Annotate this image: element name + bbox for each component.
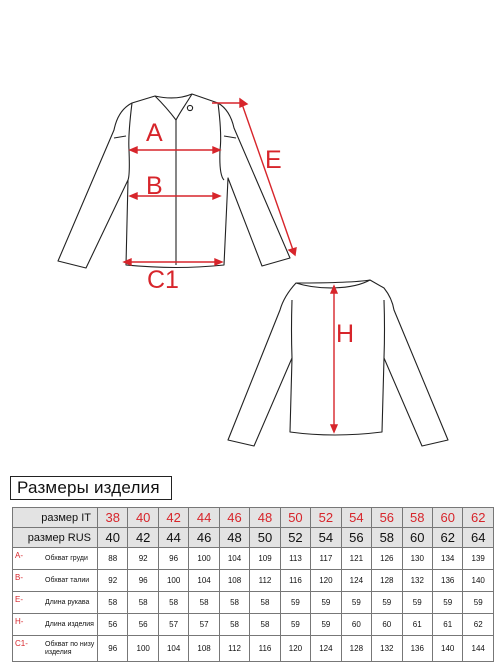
size-rus-label: размер RUS [13,528,98,548]
size-it-cell: 40 [128,508,158,528]
table-cell: 100 [158,570,188,592]
size-rus-cell: 46 [189,528,219,548]
table-cell: 140 [432,636,462,662]
size-rus-cell: 54 [311,528,341,548]
row-name: Длина рукава [45,598,90,606]
size-rus-cell: 50 [250,528,280,548]
table-cell: 59 [311,614,341,636]
table-row-chest [13,548,494,570]
table-cell: 104 [189,570,219,592]
row-code: H- [15,617,24,626]
table-cell: 126 [372,548,402,570]
size-it-label: размер IT [13,508,98,528]
table-cell: 58 [250,592,280,614]
size-it-cell: 60 [432,508,462,528]
table-cell: 120 [280,636,310,662]
size-it-cell: 50 [280,508,310,528]
table-cell: 108 [189,636,219,662]
table-title: Размеры изделия [17,478,160,497]
table-cell: 112 [250,570,280,592]
table-row-sleeve [13,592,494,614]
table-cell: 124 [311,636,341,662]
size-rus-cell: 42 [128,528,158,548]
size-table [12,507,494,662]
table-cell: 58 [219,614,249,636]
table-cell: 128 [372,570,402,592]
table-cell: 62 [463,614,494,636]
table-cell: 124 [341,570,371,592]
table-cell: 57 [189,614,219,636]
back-view-drawing [228,280,448,446]
table-cell: 144 [463,636,494,662]
size-it-cell: 58 [402,508,432,528]
measure-label-b: B [146,172,163,200]
size-rus-cell: 64 [463,528,494,548]
measure-label-c1: C1 [147,266,179,294]
table-cell: 100 [189,548,219,570]
size-rus-cell: 60 [402,528,432,548]
table-cell: 59 [280,614,310,636]
table-cell: 58 [250,614,280,636]
table-cell: 132 [372,636,402,662]
table-cell: 61 [402,614,432,636]
row-name: Длина изделия [45,620,94,628]
row-label [13,548,98,570]
size-it-cell: 48 [250,508,280,528]
table-cell: 121 [341,548,371,570]
size-it-cell: 44 [189,508,219,528]
table-cell: 132 [402,570,432,592]
table-cell: 59 [432,592,462,614]
table-cell: 116 [280,570,310,592]
table-cell: 60 [341,614,371,636]
measure-line-b [130,193,220,199]
table-cell: 108 [219,570,249,592]
table-cell: 59 [311,592,341,614]
measure-line-e [212,99,296,255]
table-cell: 96 [98,636,128,662]
size-it-row [13,508,494,528]
measure-label-a: A [146,119,163,147]
table-cell: 57 [158,614,188,636]
table-cell: 134 [432,548,462,570]
row-label [13,570,98,592]
measure-line-a [130,147,220,153]
table-cell: 58 [98,592,128,614]
table-cell: 104 [158,636,188,662]
table-cell: 116 [250,636,280,662]
size-it-cell: 46 [219,508,249,528]
table-cell: 88 [98,548,128,570]
table-cell: 59 [463,592,494,614]
table-cell: 117 [311,548,341,570]
row-name: Обхват талии [45,576,90,584]
table-row-hem [13,636,494,662]
table-cell: 59 [280,592,310,614]
size-it-cell: 38 [98,508,128,528]
table-cell: 58 [189,592,219,614]
table-cell: 136 [402,636,432,662]
size-it-cell: 62 [463,508,494,528]
table-cell: 61 [432,614,462,636]
size-rus-cell: 52 [280,528,310,548]
size-it-cell: 54 [341,508,371,528]
table-cell: 139 [463,548,494,570]
table-cell: 140 [463,570,494,592]
table-cell: 56 [128,614,158,636]
table-cell: 100 [128,636,158,662]
table-cell: 60 [372,614,402,636]
table-row-waist [13,570,494,592]
table-cell: 113 [280,548,310,570]
size-rus-row [13,528,494,548]
row-code: A- [15,551,23,560]
size-rus-cell: 48 [219,528,249,548]
table-cell: 120 [311,570,341,592]
row-name: Обхват по низу изделия [45,640,95,656]
table-row-length [13,614,494,636]
row-code: B- [15,573,23,582]
measure-line-h [331,286,337,432]
size-rus-cell: 62 [432,528,462,548]
table-cell: 59 [341,592,371,614]
measure-label-e: E [265,146,282,174]
row-name: Обхват груди [45,554,88,562]
table-cell: 130 [402,548,432,570]
table-title-box [10,476,172,500]
size-rus-cell: 56 [341,528,371,548]
table-cell: 96 [158,548,188,570]
table-cell: 112 [219,636,249,662]
size-rus-cell: 40 [98,528,128,548]
size-it-cell: 56 [372,508,402,528]
size-rus-cell: 44 [158,528,188,548]
table-cell: 92 [98,570,128,592]
table-cell: 109 [250,548,280,570]
row-label [13,636,98,662]
measure-label-h: H [336,320,355,348]
table-cell: 136 [432,570,462,592]
row-code: C1- [15,639,28,648]
table-cell: 92 [128,548,158,570]
size-it-cell: 42 [158,508,188,528]
measure-line-c1 [124,259,222,265]
table-cell: 56 [98,614,128,636]
row-code: E- [15,595,23,604]
table-cell: 59 [402,592,432,614]
size-it-cell: 52 [311,508,341,528]
row-label [13,614,98,636]
table-cell: 96 [128,570,158,592]
table-cell: 58 [158,592,188,614]
table-cell: 104 [219,548,249,570]
front-view-drawing [58,94,290,268]
size-rus-cell: 58 [372,528,402,548]
table-cell: 59 [372,592,402,614]
table-cell: 128 [341,636,371,662]
table-cell: 58 [128,592,158,614]
table-cell: 58 [219,592,249,614]
row-label [13,592,98,614]
